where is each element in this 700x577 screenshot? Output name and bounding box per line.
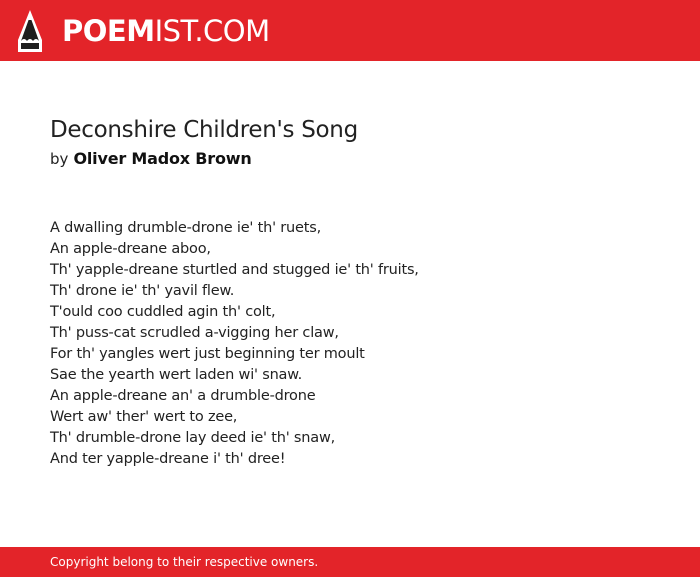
site-logo-text	[62, 9, 270, 53]
poem-line: For th' yangles wert just beginning ter moult	[50, 346, 365, 362]
poem-title: Deconshire Children's Song	[50, 117, 358, 143]
pencil-icon	[18, 10, 42, 52]
byline-prefix: by	[50, 150, 69, 168]
logo-text-light: IST.COM	[154, 14, 270, 48]
poem-body	[50, 218, 419, 470]
copyright-text: Copyright belong to their respective owners.	[50, 555, 319, 569]
site-logo-link[interactable]	[18, 9, 270, 53]
poem-line: Th' puss-cat scrudled a-vigging her claw,	[50, 325, 339, 341]
poem-byline	[50, 149, 252, 168]
poem-line: An apple-dreane aboo,	[50, 241, 211, 257]
poem-line: Sae the yearth wert laden wi' snaw.	[50, 367, 302, 383]
site-footer	[0, 547, 700, 577]
poem-line: T'ould coo cuddled agin th' colt,	[50, 304, 276, 320]
logo-text-strong: POEM	[62, 14, 155, 48]
poem-line: Th' drone ie' th' yavil flew.	[50, 283, 235, 299]
author-link[interactable]: Oliver Madox Brown	[73, 149, 252, 168]
poem-line: A dwalling drumble-drone ie' th' ruets,	[50, 220, 322, 236]
poem-line: Th' drumble-drone lay deed ie' th' snaw,	[50, 430, 336, 446]
poem-line: And ter yapple-dreane i' th' dree!	[50, 451, 286, 467]
poem-line: An apple-dreane an' a drumble-drone	[50, 388, 316, 404]
poem-line: Wert aw' ther' wert to zee,	[50, 409, 238, 425]
site-header	[0, 0, 700, 61]
poem-line: Th' yapple-dreane sturtled and stugged ie' th' fruits,	[50, 262, 419, 278]
